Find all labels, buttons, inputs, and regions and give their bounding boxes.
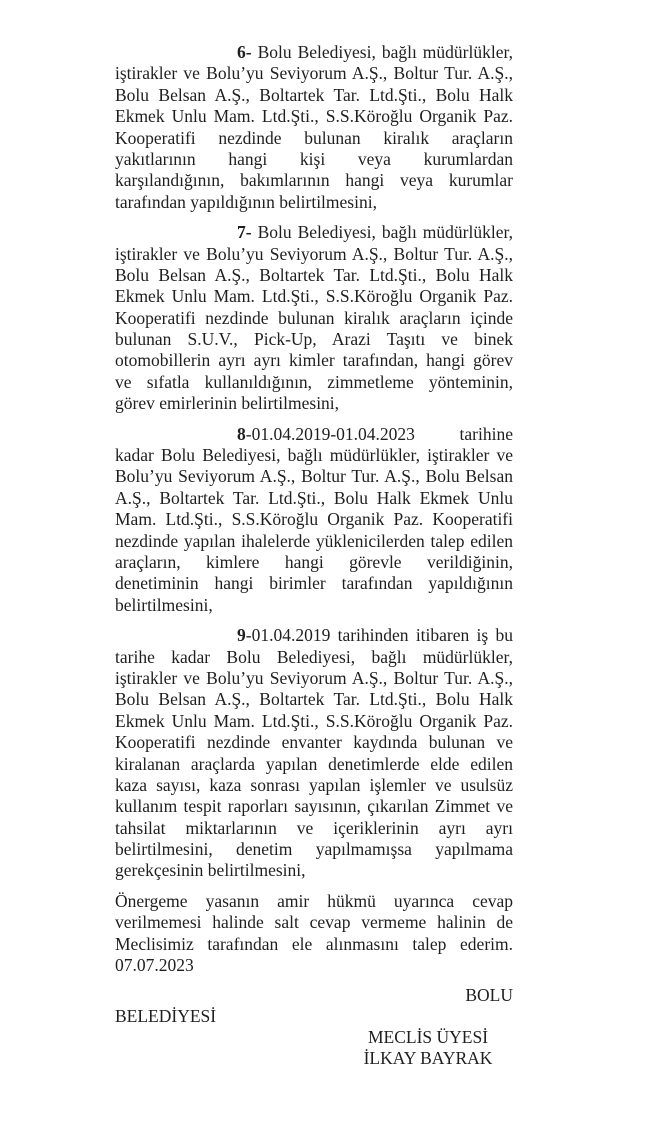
- text-line: belirtilmesini, denetim yapılmamışsa yapılmama: [115, 839, 513, 860]
- text-line: Mam. Ltd.Şti., S.S.Köroğlu Organik Paz. Kooperatifi: [115, 509, 513, 530]
- text-line: denetiminin hangi birimler tarafından yapıldığının: [115, 573, 513, 594]
- text-line: 07.07.2023: [115, 955, 194, 976]
- text-run: -01.04.2019 tarihinden itibaren iş bu: [245, 625, 513, 646]
- org-name-line1: BOLU: [465, 985, 513, 1006]
- text-run: Bolu Belediyesi, bağlı müdürlükler,: [251, 42, 513, 62]
- text-run: -01.04.2019-01.04.2023 tarihine: [245, 423, 513, 444]
- text-line: tarihe kadar Bolu Belediyesi, bağlı müdürlükler,: [115, 646, 513, 667]
- text-line: gerekçesinin belirtilmesini,: [115, 860, 306, 881]
- paragraph-7: [115, 222, 513, 415]
- text-line: Kooperatifi nezdinde bulunan kiralık araçların: [115, 127, 513, 148]
- text-line: kaza sayısı, kaza sonrası yapılan işlemler ve usulsüz: [115, 774, 513, 795]
- text-line: yakıtlarının hangi kişi veya kurumlardan: [115, 148, 513, 169]
- paragraph-number: 7-: [237, 222, 252, 243]
- signer-role: MECLİS ÜYESİ: [367, 1027, 489, 1048]
- text-line: Bolu Belsan A.Ş., Boltartek Tar. Ltd.Şti., Bolu Halk: [115, 264, 513, 285]
- text-line: Kooperatifi nezdinde bulunan kiralık araçların içinde: [115, 307, 513, 328]
- text-line: Meclisimiz tarafından ele alınmasını talep ederim.: [115, 933, 513, 954]
- text-line: Bolu Belsan A.Ş., Boltartek Tar. Ltd.Şti., Bolu Halk: [115, 84, 513, 105]
- org-name-line2: BELEDİYESİ: [115, 1006, 217, 1027]
- signer-name: İLKAY BAYRAK: [363, 1048, 493, 1069]
- text-line: iştirakler ve Bolu’yu Seviyorum A.Ş., Boltur Tur. A.Ş.,: [115, 667, 513, 688]
- signer-block: [343, 1027, 513, 1069]
- text-line: Ekmek Unlu Mam. Ltd.Şti., S.S.Köroğlu Organik Paz.: [115, 106, 513, 127]
- text-line: belirtilmesini,: [115, 594, 213, 615]
- paragraph-6: [115, 42, 513, 213]
- signature-block: [115, 985, 513, 1069]
- text-line: [115, 222, 513, 243]
- text-line: bulunan S.U.V., Pick-Up, Arazi Taşıtı ve binek: [115, 329, 513, 350]
- text-line: [115, 625, 513, 646]
- text-line: nezdinde yapılan ihalelerde yüklenicilerden talep edilen: [115, 530, 513, 551]
- paragraph-number: 8: [237, 423, 246, 444]
- paragraph-8: [115, 424, 513, 617]
- paragraph-number: 6-: [237, 42, 252, 62]
- text-line: kiralanan araçlarda yapılan denetimlerde elde edilen: [115, 753, 513, 774]
- text-line: iştirakler ve Bolu’yu Seviyorum A.Ş., Boltur Tur. A.Ş.,: [115, 243, 513, 264]
- text-line: araçların, kimlere hangi görevle verildiğinin,: [115, 551, 513, 572]
- text-line: Bolu Belsan A.Ş., Boltartek Tar. Ltd.Şti., Bolu Halk: [115, 689, 513, 710]
- text-line: ve sıfatla kullanıldığının, zimmetleme yönteminin,: [115, 371, 513, 392]
- document-body: [115, 42, 513, 976]
- text-line: kullanım tespit raporları sayısının, çıkarılan Zimmet ve: [115, 796, 513, 817]
- text-line: otomobillerin ayrı ayrı kimler tarafından, hangi görev: [115, 350, 513, 371]
- paragraph-9: [115, 625, 513, 882]
- text-line: Önergeme yasanın amir hükmü uyarınca cevap: [115, 890, 513, 911]
- text-line: kadar Bolu Belediyesi, bağlı müdürlükler, iştirakler ve: [115, 445, 513, 466]
- text-line: A.Ş., Boltartek Tar. Ltd.Şti., Bolu Halk Ekmek Unlu: [115, 487, 513, 508]
- closing-paragraph: [115, 891, 513, 977]
- text-run: Bolu Belediyesi, bağlı müdürlükler,: [251, 222, 513, 243]
- text-line: [115, 424, 513, 445]
- text-line: karşılandığının, bakımlarının hangi veya kurumlar: [115, 170, 513, 191]
- text-line: Ekmek Unlu Mam. Ltd.Şti., S.S.Köroğlu Organik Paz.: [115, 710, 513, 731]
- text-line: Ekmek Unlu Mam. Ltd.Şti., S.S.Köroğlu Organik Paz.: [115, 286, 513, 307]
- text-line: iştirakler ve Bolu’yu Seviyorum A.Ş., Boltur Tur. A.Ş.,: [115, 63, 513, 84]
- text-line: Kooperatifi nezdinde envanter kaydında bulunan ve: [115, 732, 513, 753]
- text-line: görev emirlerinin belirtilmesini,: [115, 393, 340, 414]
- text-line: [115, 42, 513, 63]
- text-line: tarafından yapıldığının belirtilmesini,: [115, 191, 377, 212]
- text-line: Bolu’yu Seviyorum A.Ş., Boltur Tur. A.Ş., Bolu Belsan: [115, 466, 513, 487]
- paragraph-number: 9: [237, 625, 246, 646]
- text-line: verilmemesi halinde salt cevap vermeme halinin de: [115, 912, 513, 933]
- text-line: tahsilat miktarlarının ve içeriklerinin ayrı ayrı: [115, 817, 513, 838]
